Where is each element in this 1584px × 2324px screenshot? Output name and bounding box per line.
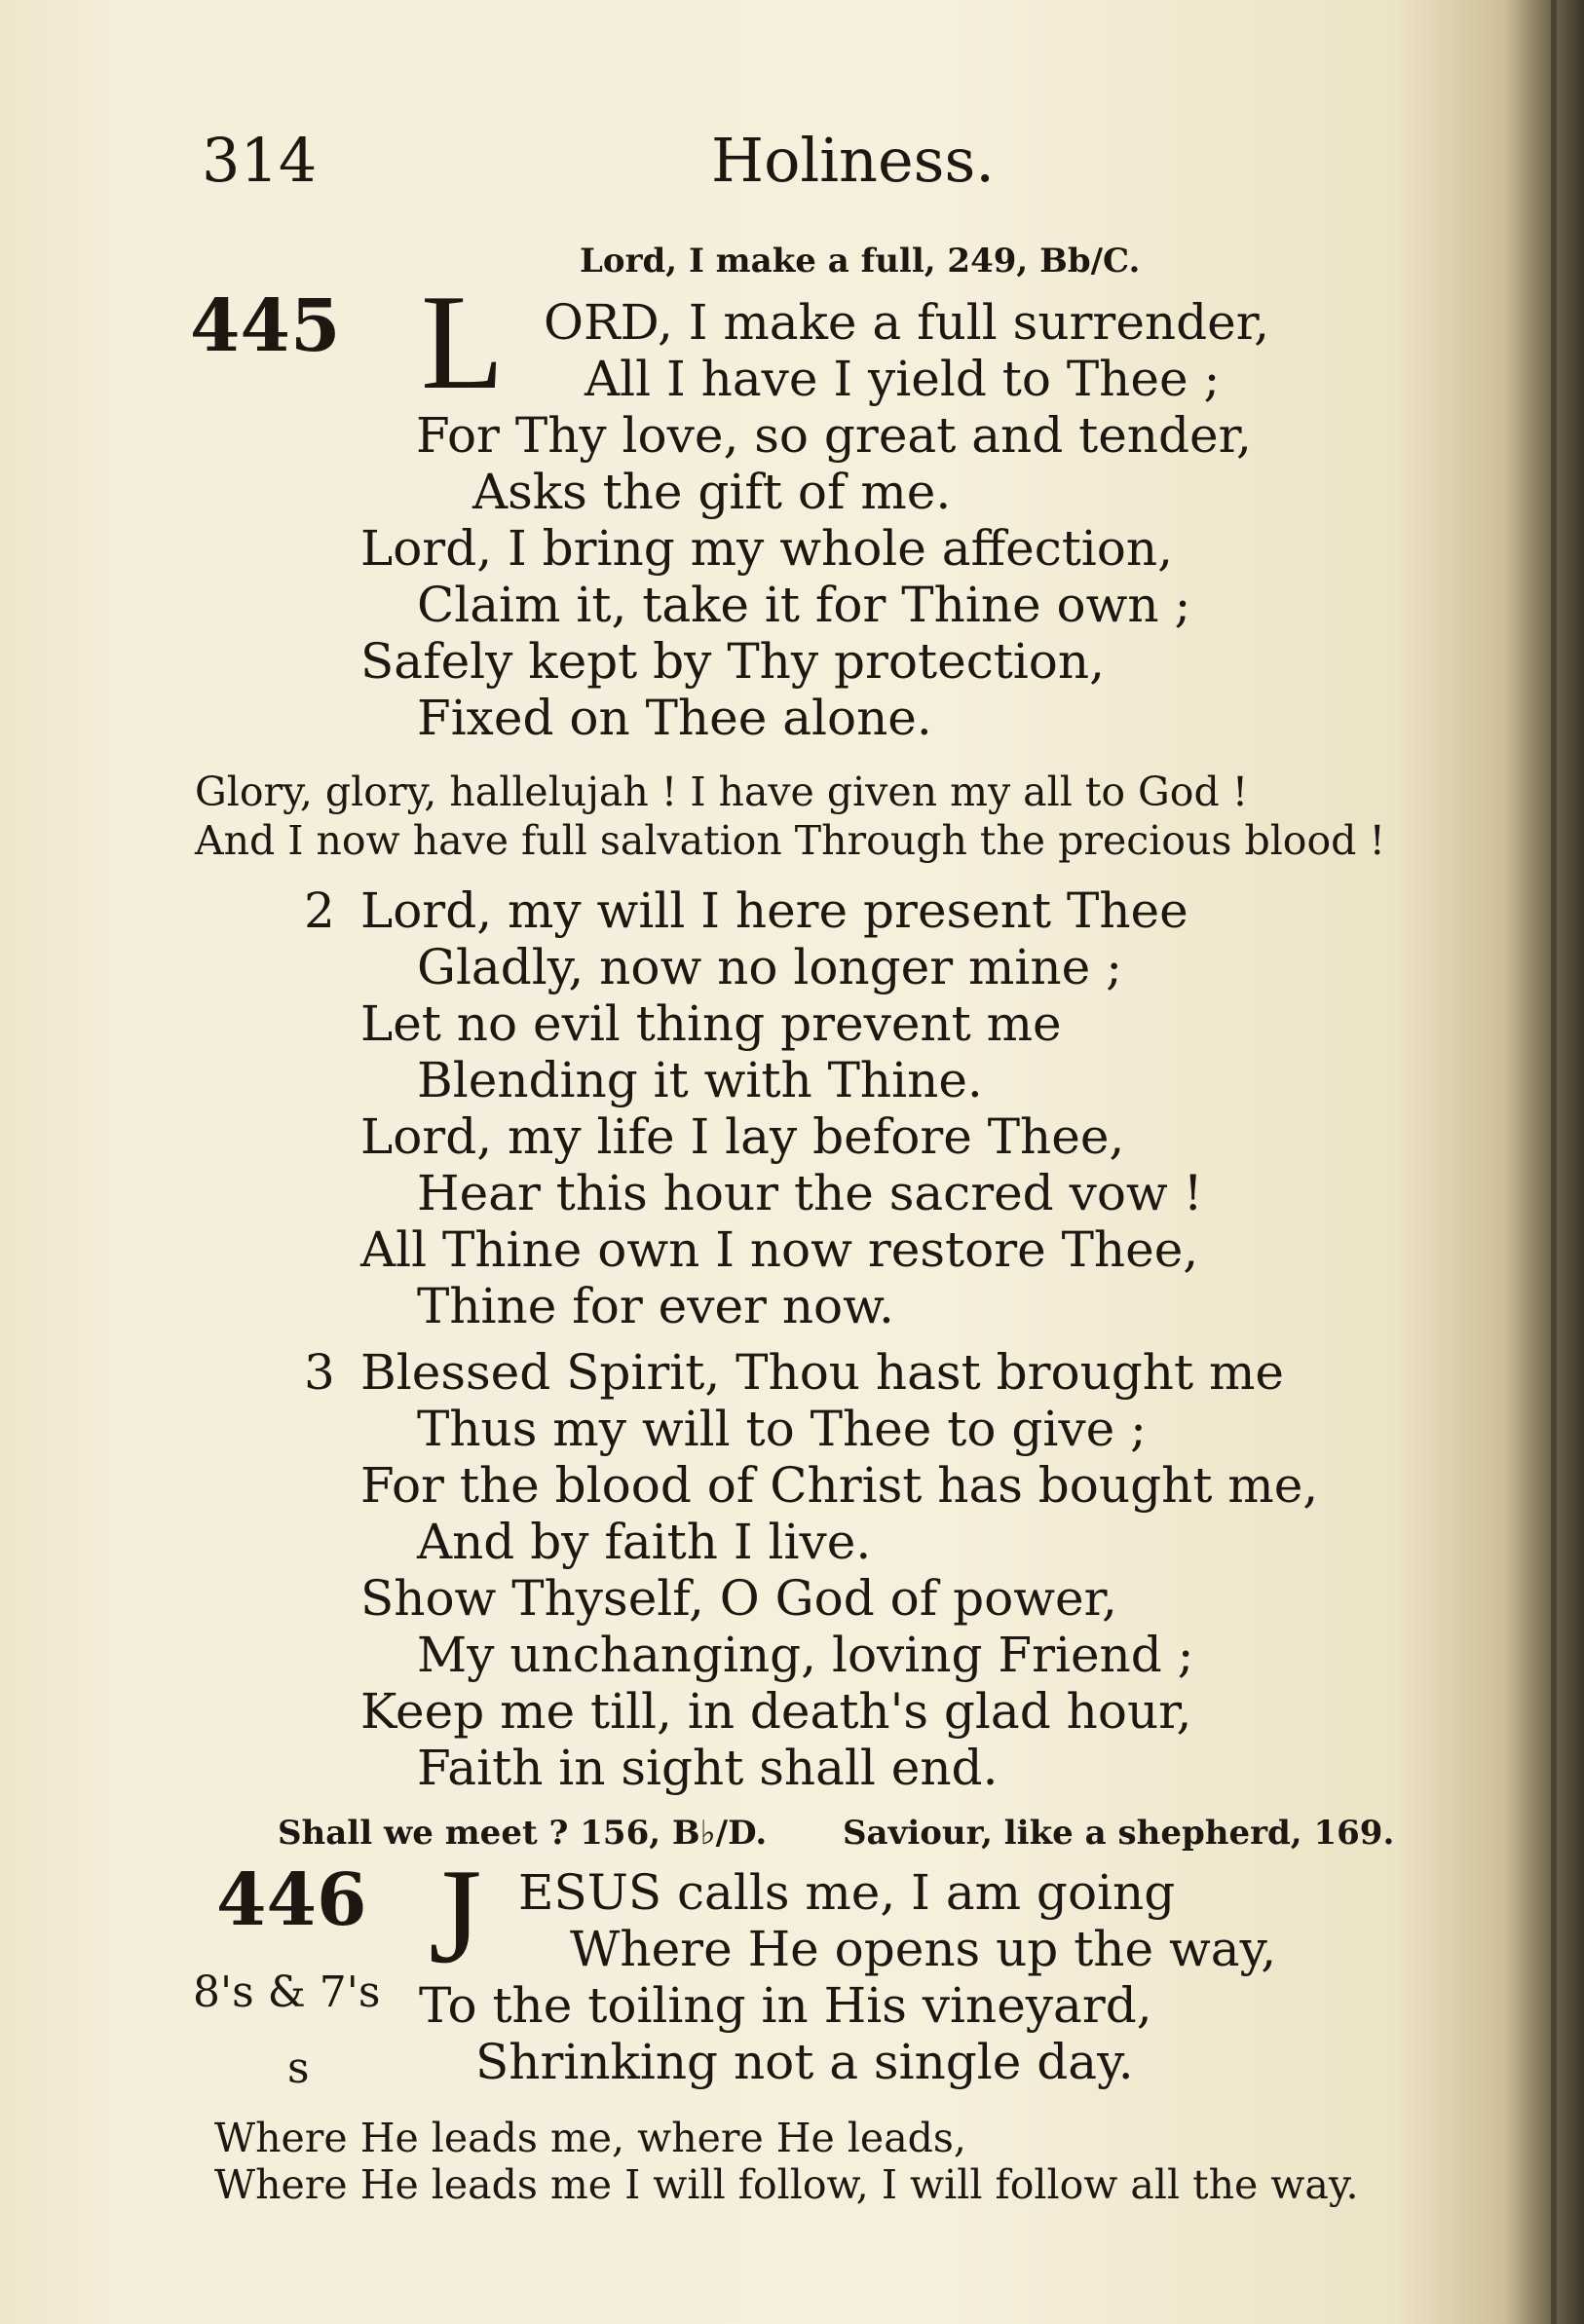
section-title: Holiness. bbox=[711, 125, 996, 196]
verse-line: ESUS calls me, I am going bbox=[518, 1864, 1176, 1921]
drop-cap: J bbox=[429, 1841, 482, 1992]
tune-reference: Lord, I make a full, 249, Bb/C. bbox=[580, 242, 1141, 281]
verse-line: Lord, I bring my whole affection, bbox=[360, 520, 1173, 577]
page-number: 314 bbox=[202, 125, 318, 196]
verse-line: Hear this hour the sacred vow ! bbox=[417, 1165, 1203, 1221]
verse-line: For the blood of Christ has bought me, bbox=[360, 1457, 1319, 1514]
binding-edge bbox=[1551, 0, 1557, 2324]
chorus-line: Glory, glory, hallelujah ! I have given my all to God ! bbox=[195, 768, 1249, 815]
verse-line: Blending it with Thine. bbox=[417, 1052, 983, 1108]
verse-line: Lord, my will I here present Thee bbox=[360, 882, 1188, 939]
verse-line: My unchanging, loving Friend ; bbox=[417, 1627, 1194, 1683]
hymn-number: 446 bbox=[216, 1858, 367, 1942]
verse-line: Fixed on Thee alone. bbox=[417, 690, 932, 746]
verse-line: Safely kept by Thy protection, bbox=[360, 633, 1105, 690]
verse-number: 2 bbox=[304, 882, 335, 939]
verse-line: Asks the gift of me. bbox=[472, 464, 952, 520]
verse-line: Thine for ever now. bbox=[417, 1278, 894, 1334]
verse-line: Let no evil thing prevent me bbox=[360, 995, 1062, 1052]
chorus-line: Where He leads me, where He leads, bbox=[214, 2115, 966, 2161]
hymn-number: 445 bbox=[190, 284, 341, 368]
meter-mark: s bbox=[287, 2043, 310, 2093]
verse-line: To the toiling in His vineyard, bbox=[419, 1977, 1152, 2034]
verse-line: Claim it, take it for Thine own ; bbox=[417, 577, 1191, 633]
tune-reference: Shall we meet ? 156, B♭/D. bbox=[278, 1814, 768, 1853]
verse-line: Show Thyself, O God of power, bbox=[360, 1570, 1117, 1627]
verse-line: ORD, I make a full surrender, bbox=[544, 294, 1270, 351]
verse-line: Keep me till, in death's glad hour, bbox=[360, 1683, 1192, 1740]
verse-line: For Thy love, so great and tender, bbox=[416, 407, 1252, 464]
verse-line: Shrinking not a single day. bbox=[475, 2034, 1134, 2090]
verse-line: And by faith I live. bbox=[417, 1514, 872, 1570]
verse-number: 3 bbox=[304, 1344, 335, 1401]
meter: 8's & 7's bbox=[193, 1968, 381, 2017]
drop-cap: L bbox=[421, 267, 505, 418]
verse-line: Lord, my life I lay before Thee, bbox=[360, 1108, 1125, 1165]
verse-line: Thus my will to Thee to give ; bbox=[417, 1401, 1147, 1457]
verse-line: Where He opens up the way, bbox=[570, 1921, 1277, 1977]
chorus-line: And I now have full salvation Through the precious blood ! bbox=[195, 817, 1385, 864]
verse-line: Gladly, now no longer mine ; bbox=[417, 939, 1122, 995]
chorus-line: Where He leads me I will follow, I will follow all the way. bbox=[214, 2161, 1359, 2208]
tune-reference: Saviour, like a shepherd, 169. bbox=[843, 1814, 1395, 1853]
verse-line: Blessed Spirit, Thou hast brought me bbox=[360, 1344, 1284, 1401]
verse-line: All Thine own I now restore Thee, bbox=[360, 1221, 1199, 1278]
verse-line: Faith in sight shall end. bbox=[417, 1740, 999, 1796]
verse-line: All I have I yield to Thee ; bbox=[585, 351, 1221, 407]
